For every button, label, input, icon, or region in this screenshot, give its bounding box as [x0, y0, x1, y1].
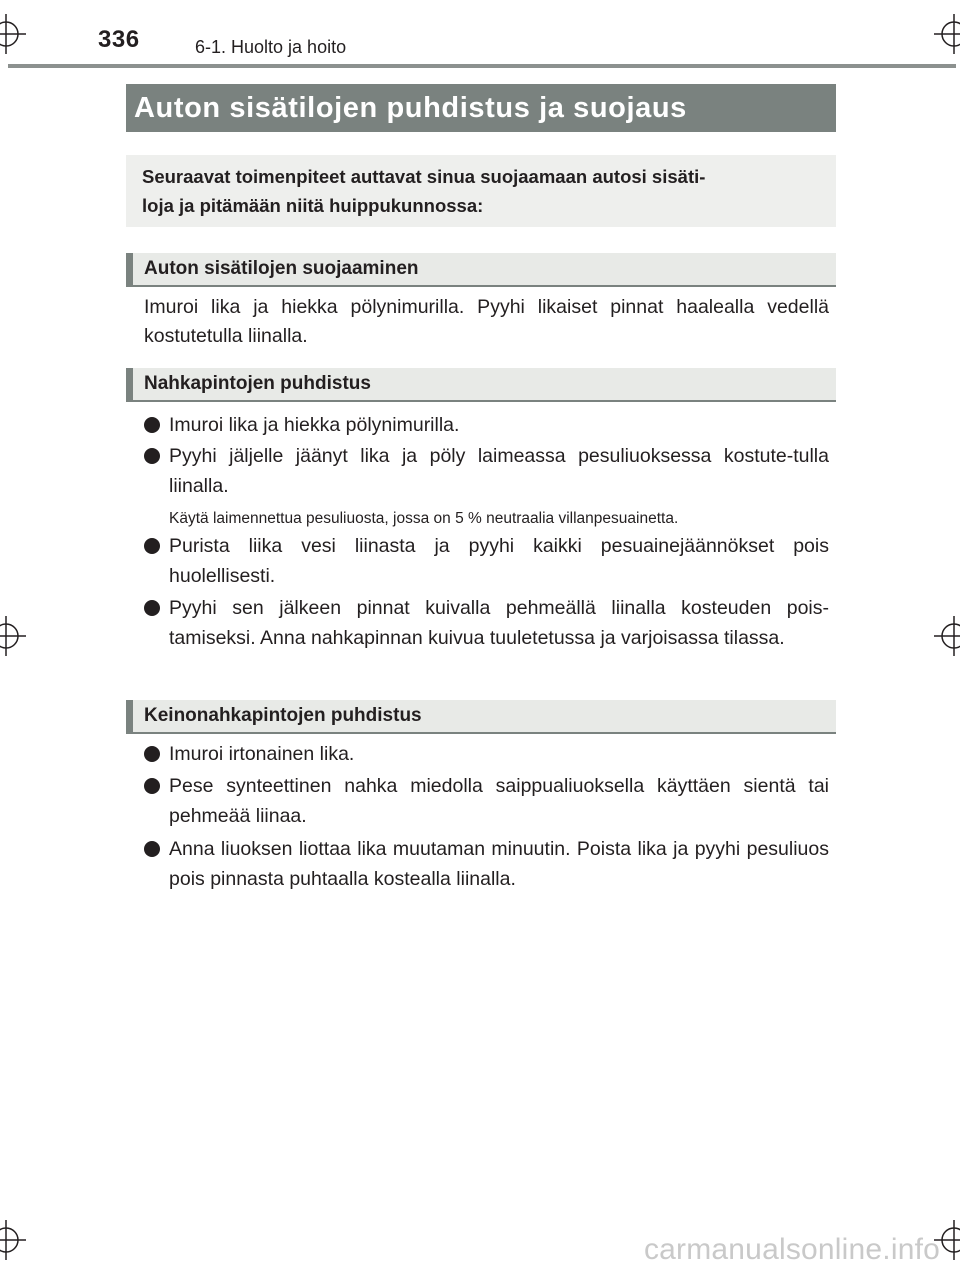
note-text: Käytä laimennettua pesuliuosta, jossa on 5 % neutraalia villanpesuainetta.: [169, 510, 679, 527]
header-rule: [8, 64, 956, 68]
bullet-icon: [144, 841, 160, 857]
intro-line: loja ja pitämään niitä huippukunnossa:: [142, 195, 484, 216]
list-item: [144, 593, 829, 653]
section-heading: Nahkapintojen puhdistus: [126, 368, 836, 402]
list-item-text: Pese synteettinen nahka miedolla saippualiuoksella käyttäen sientä tai pehmeää liinaa.: [169, 775, 829, 827]
list-item-text: Imuroi irtonainen lika.: [169, 743, 355, 765]
list-item-text: Purista liika vesi liinasta ja pyyhi kaikki pesuainejäännökset pois huolellisesti.: [169, 535, 829, 587]
intro-box: [126, 155, 836, 227]
list-item: [144, 410, 829, 440]
section-heading: Keinonahkapintojen puhdistus: [126, 700, 836, 734]
registration-mark-icon: [0, 1220, 26, 1260]
list-item-text: Pyyhi jäljelle jäänyt lika ja pöly laimeassa pesuliuoksessa kostute-tulla liinalla.: [169, 445, 829, 497]
title-bar: [126, 84, 836, 132]
list-item-text: Pyyhi sen jälkeen pinnat kuivalla pehmeällä liinalla kosteuden pois-tamiseksi. Anna nahkapinnan kuivua tuuletetussa ja varjoisassa tilassa.: [169, 597, 829, 649]
list-item-text: Imuroi lika ja hiekka pölynimurilla.: [169, 414, 460, 436]
list-item: [144, 771, 829, 831]
registration-mark-icon: [0, 616, 26, 656]
watermark: carmanualsonline.info: [643, 1233, 940, 1266]
registration-mark-icon: [0, 14, 26, 54]
bullet-icon: [144, 778, 160, 794]
bullet-icon: [144, 448, 160, 464]
bullet-icon: [144, 746, 160, 762]
list-item: [144, 441, 829, 501]
list-item: [144, 739, 829, 769]
section-heading: Auton sisätilojen suojaaminen: [126, 253, 836, 287]
bullet-icon: [144, 538, 160, 554]
section-reference: 6-1. Huolto ja hoito: [195, 37, 347, 57]
page-number: 336: [98, 26, 140, 53]
registration-mark-icon: [934, 616, 960, 656]
list-item: [144, 531, 829, 591]
intro-line: Seuraavat toimenpiteet auttavat sinua suojaamaan autosi sisäti-: [142, 166, 706, 187]
bullet-icon: [144, 600, 160, 616]
page-title: Auton sisätilojen puhdistus ja suojaus: [134, 91, 687, 124]
list-item: [144, 834, 829, 894]
section-paragraph: Imuroi lika ja hiekka pölynimurilla. Pyyhi likaiset pinnat haalealla vedellä kostutetulla liinalla.: [144, 296, 829, 347]
registration-mark-icon: [934, 14, 960, 54]
list-item-text: Anna liuoksen liottaa lika muutaman minuutin. Poista lika ja pyyhi pesuliuos pois pinnasta puhtaalla kostealla liinalla.: [169, 838, 829, 890]
bullet-icon: [144, 417, 160, 433]
